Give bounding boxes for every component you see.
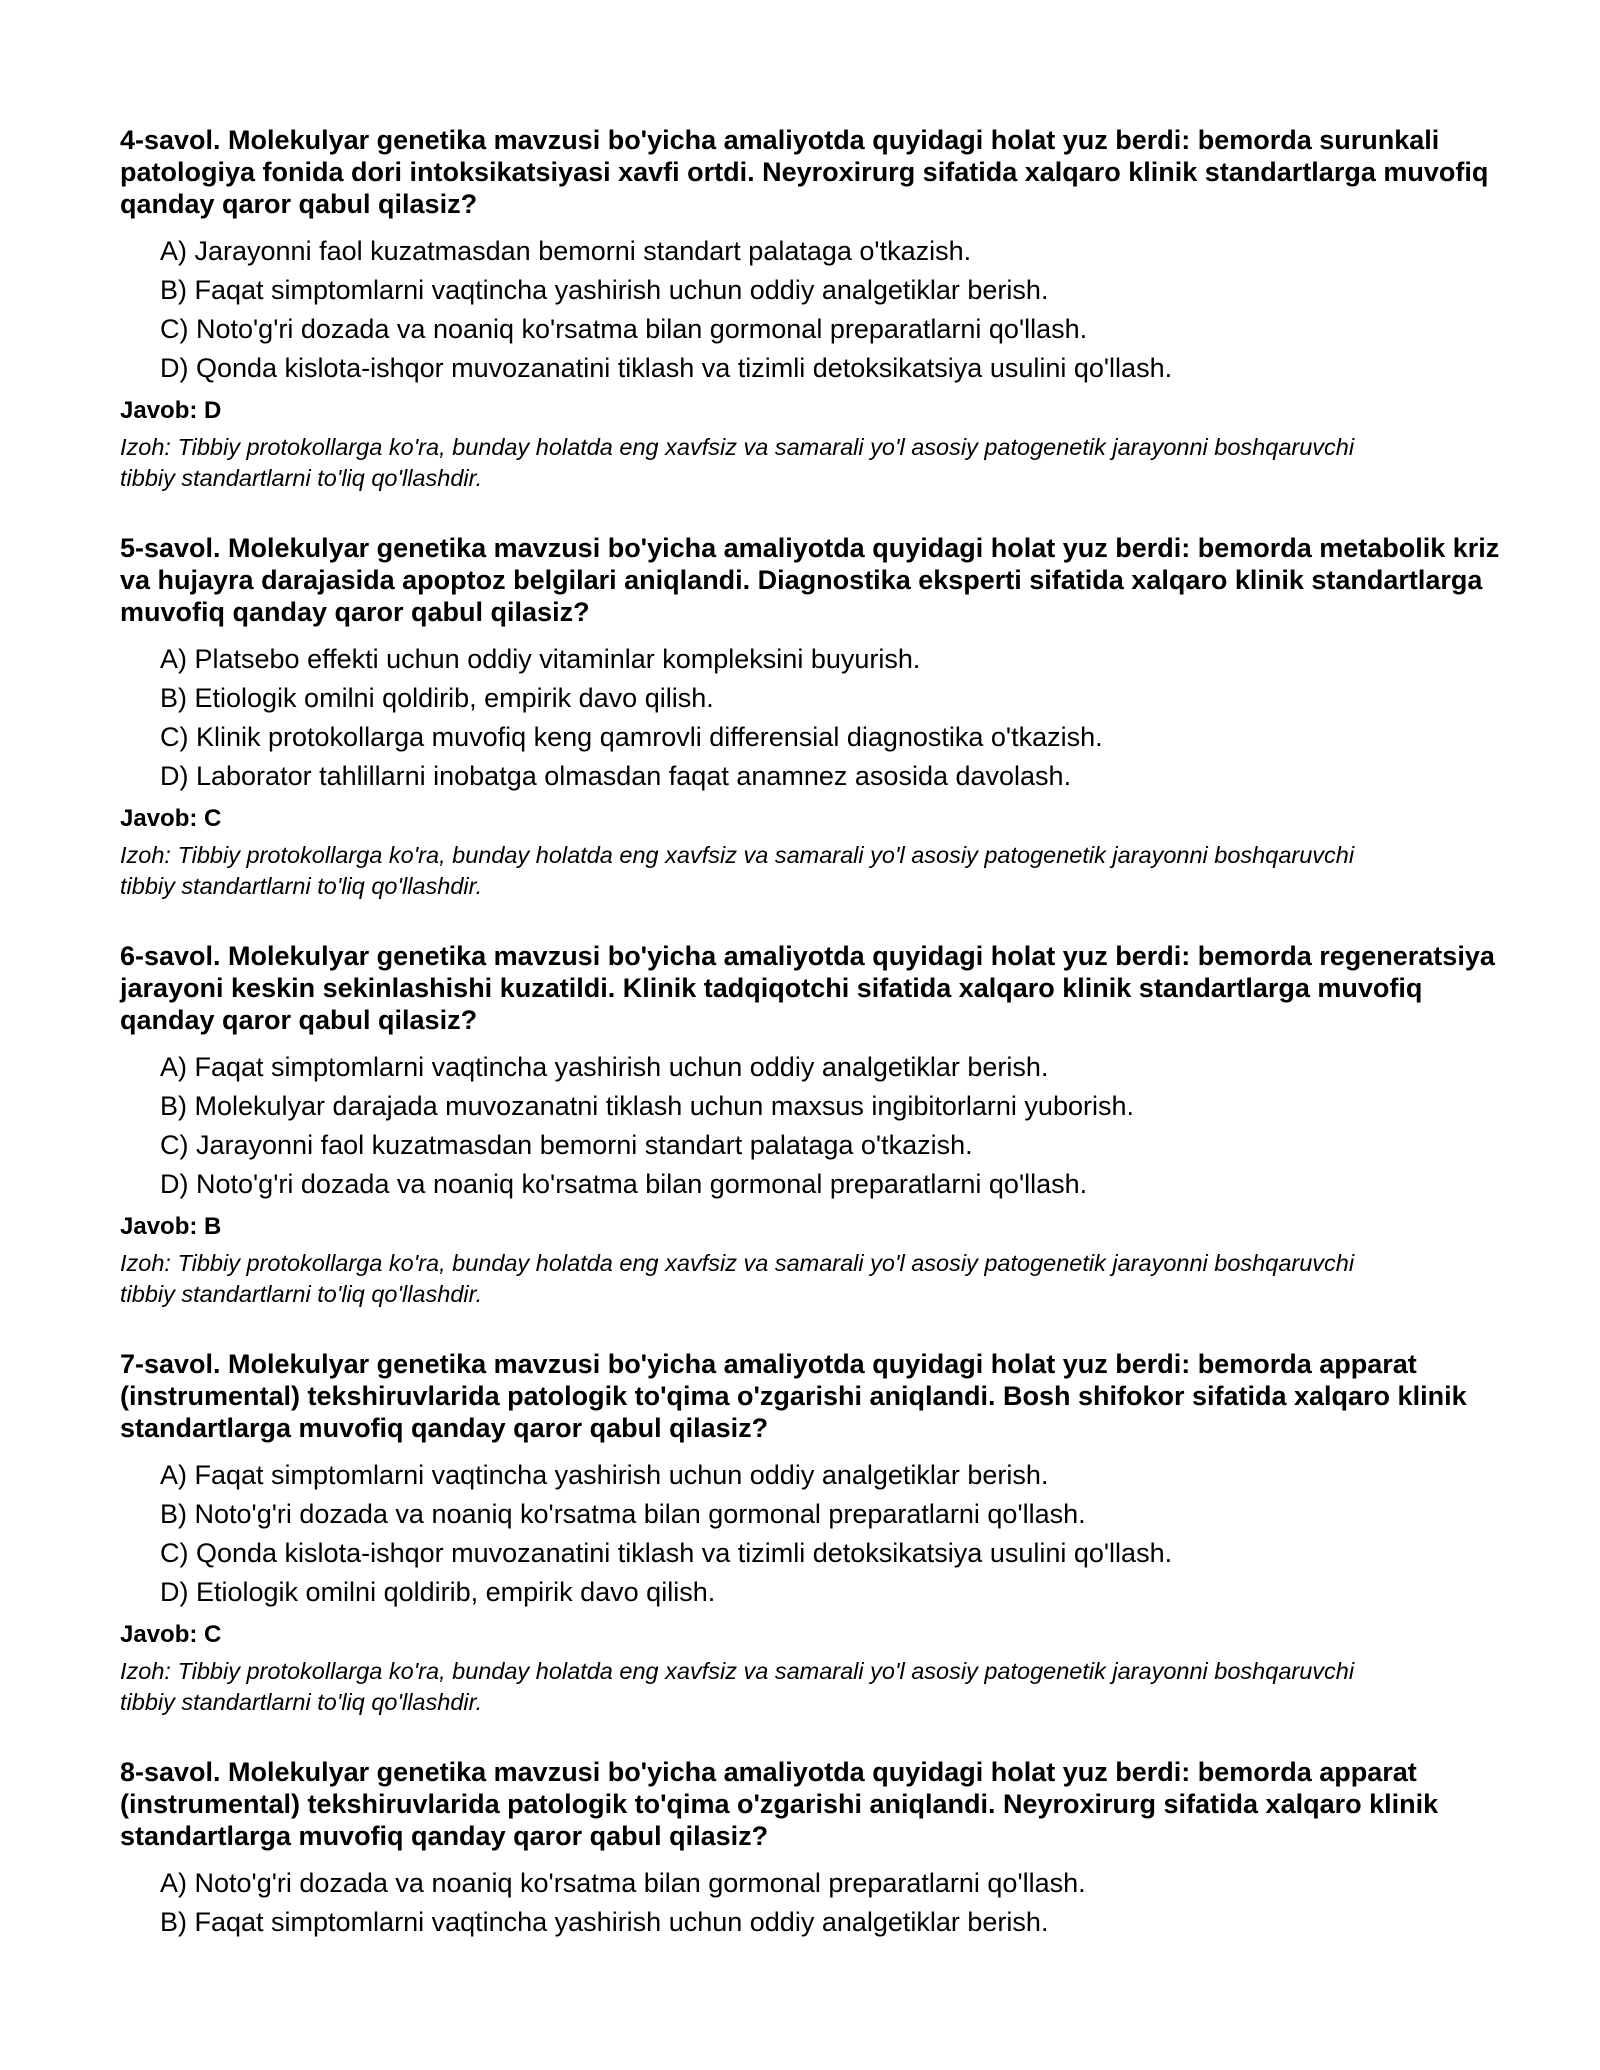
- option-c: C) Noto'g'ri dozada va noaniq ko'rsatma bilan gormonal preparatlarni qo'llash.: [160, 314, 1088, 344]
- answer-label: Javob: B: [120, 1213, 222, 1240]
- option-b: B) Faqat simptomlarni vaqtincha yashirish uchun oddiy analgetiklar berish.: [160, 275, 1049, 305]
- option-c: C) Qonda kislota-ishqor muvozanatini tiklash va tizimli detoksikatsiya usulini qo'llash.: [160, 1538, 1173, 1568]
- option-list: [120, 1456, 1500, 1612]
- question-title: 6-savol. Molekulyar genetika mavzusi bo'yicha amaliyotda quyidagi holat yuz berdi: bemorda regeneratsiya jarayoni keskin sekinlashishi kuzatildi. Klinik tadqiqotchi sifatida xalqaro klinik standartlarga muvofiq qanday qaror qabul qilasiz?: [120, 941, 1495, 1035]
- option-a: A) Platsebo effekti uchun oddiy vitaminlar kompleksini buyurish.: [160, 644, 921, 674]
- question-5: [120, 532, 1500, 902]
- option-a: A) Noto'g'ri dozada va noaniq ko'rsatma bilan gormonal preparatlarni qo'llash.: [160, 1868, 1086, 1898]
- option-b: B) Faqat simptomlarni vaqtincha yashirish uchun oddiy analgetiklar berish.: [160, 1907, 1049, 1937]
- question-title: 4-savol. Molekulyar genetika mavzusi bo'yicha amaliyotda quyidagi holat yuz berdi: bemorda surunkali patologiya fonida dori intoksikatsiyasi xavfi ortdi. Neyroxirurg sifatida xalqaro klinik standartlarga muvofiq qanday qaror qabul qilasiz?: [120, 125, 1489, 219]
- explanation-text: Izoh: Tibbiy protokollarga ko'ra, bunday holatda eng xavfsiz va samarali yo'l asosiy patogenetik jarayonni boshqaruvchi tibbiy standartlarni to'liq qo'llashdir.: [120, 1658, 1355, 1715]
- option-b: B) Molekulyar darajada muvozanatni tiklash uchun maxsus ingibitorlarni yuborish.: [160, 1091, 1134, 1121]
- option-list: [120, 640, 1500, 796]
- question-8: [120, 1756, 1500, 1942]
- option-d: D) Noto'g'ri dozada va noaniq ko'rsatma bilan gormonal preparatlarni qo'llash.: [160, 1169, 1088, 1199]
- answer-label: Javob: C: [120, 1621, 222, 1648]
- question-4: [120, 124, 1500, 494]
- explanation-text: Izoh: Tibbiy protokollarga ko'ra, bunday holatda eng xavfsiz va samarali yo'l asosiy patogenetik jarayonni boshqaruvchi tibbiy standartlarni to'liq qo'llashdir.: [120, 842, 1355, 899]
- answer-label: Javob: D: [120, 397, 222, 424]
- option-b: B) Etiologik omilni qoldirib, empirik davo qilish.: [160, 683, 714, 713]
- option-list: [120, 232, 1500, 388]
- question-7: [120, 1348, 1500, 1718]
- option-b: B) Noto'g'ri dozada va noaniq ko'rsatma bilan gormonal preparatlarni qo'llash.: [160, 1499, 1086, 1529]
- option-d: D) Qonda kislota-ishqor muvozanatini tiklash va tizimli detoksikatsiya usulini qo'llash.: [160, 353, 1173, 383]
- question-title: 7-savol. Molekulyar genetika mavzusi bo'yicha amaliyotda quyidagi holat yuz berdi: bemorda apparat (instrumental) tekshiruvlarida patologik to'qima o'zgarishi aniqlandi. Bosh shifokor sifatida xalqaro klinik standartlarga muvofiq qanday qaror qabul qilasiz?: [120, 1349, 1467, 1443]
- answer-label: Javob: C: [120, 805, 222, 832]
- option-a: A) Jarayonni faol kuzatmasdan bemorni standart palataga o'tkazish.: [160, 236, 972, 266]
- question-title: 8-savol. Molekulyar genetika mavzusi bo'yicha amaliyotda quyidagi holat yuz berdi: bemorda apparat (instrumental) tekshiruvlarida patologik to'qima o'zgarishi aniqlandi. Neyroxirurg sifatida xalqaro klinik standartlarga muvofiq qanday qaror qabul qilasiz?: [120, 1757, 1439, 1851]
- option-a: A) Faqat simptomlarni vaqtincha yashirish uchun oddiy analgetiklar berish.: [160, 1052, 1049, 1082]
- option-list: [120, 1864, 1500, 1942]
- option-d: D) Laborator tahlillarni inobatga olmasdan faqat anamnez asosida davolash.: [160, 761, 1072, 791]
- option-c: C) Jarayonni faol kuzatmasdan bemorni standart palataga o'tkazish.: [160, 1130, 973, 1160]
- explanation-text: Izoh: Tibbiy protokollarga ko'ra, bunday holatda eng xavfsiz va samarali yo'l asosiy patogenetik jarayonni boshqaruvchi tibbiy standartlarni to'liq qo'llashdir.: [120, 1250, 1355, 1307]
- option-c: C) Klinik protokollarga muvofiq keng qamrovli differensial diagnostika o'tkazish.: [160, 722, 1103, 752]
- option-d: D) Etiologik omilni qoldirib, empirik davo qilish.: [160, 1577, 716, 1607]
- document-page: [120, 124, 1500, 1980]
- option-a: A) Faqat simptomlarni vaqtincha yashirish uchun oddiy analgetiklar berish.: [160, 1460, 1049, 1490]
- option-list: [120, 1048, 1500, 1204]
- question-title: 5-savol. Molekulyar genetika mavzusi bo'yicha amaliyotda quyidagi holat yuz berdi: bemorda metabolik kriz va hujayra darajasida apoptoz belgilari aniqlandi. Diagnostika eksperti sifatida xalqaro klinik standartlarga muvofiq qanday qaror qabul qilasiz?: [120, 533, 1500, 627]
- question-6: [120, 940, 1500, 1310]
- explanation-text: Izoh: Tibbiy protokollarga ko'ra, bunday holatda eng xavfsiz va samarali yo'l asosiy patogenetik jarayonni boshqaruvchi tibbiy standartlarni to'liq qo'llashdir.: [120, 434, 1355, 491]
